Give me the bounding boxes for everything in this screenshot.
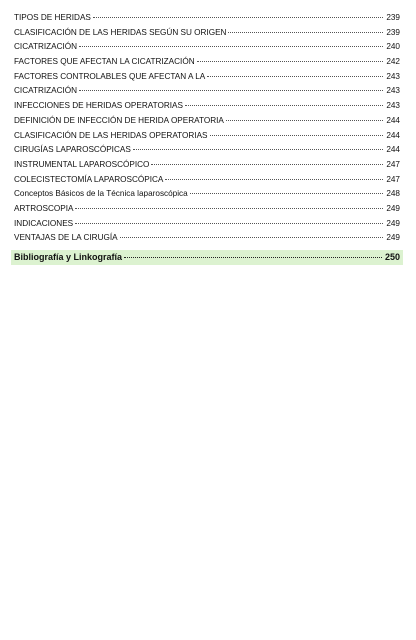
toc-entry-page: 249: [386, 218, 400, 228]
toc-entry-definicion-infeccion[interactable]: [11, 114, 403, 129]
dot-leader: [79, 46, 383, 47]
dot-leader: [79, 90, 383, 91]
toc-entry-page: 247: [386, 174, 400, 184]
toc-entry-page: 243: [386, 101, 400, 111]
toc-entry-title: INDICACIONES: [14, 218, 74, 228]
toc-entry-page: 244: [386, 145, 400, 155]
toc-entry-page: 240: [386, 42, 400, 52]
toc-entry-page: 243: [386, 86, 400, 96]
toc-entry-page: 248: [386, 189, 400, 199]
toc-entry-clasificacion-operatorias[interactable]: [11, 129, 403, 144]
toc-entry-title: INSTRUMENTAL LAPAROSCÓPICO: [14, 159, 150, 169]
toc-entry-title: TIPOS DE HERIDAS: [14, 13, 91, 22]
toc-entry-title: CICATRIZACIÓN: [14, 86, 78, 96]
toc-entry-cirugias-laparoscopicas[interactable]: [11, 143, 403, 158]
toc-entry-title: INFECCIONES DE HERIDAS OPERATORIAS: [14, 101, 183, 111]
dot-leader: [228, 32, 383, 33]
toc-entry-title: DEFINICIÓN DE INFECCIÓN DE HERIDA OPERATORIA: [14, 115, 224, 125]
toc-entry-page: 239: [386, 27, 400, 37]
toc-entry-infecciones-heridas[interactable]: [11, 99, 403, 114]
toc-entry-title: VENTAJAS DE LA CIRUGÍA: [14, 233, 118, 243]
dot-leader: [120, 237, 384, 238]
toc-entry-page: 249: [386, 233, 400, 243]
toc-entry-instrumental-laparoscopico[interactable]: [11, 158, 403, 173]
dot-leader: [210, 135, 384, 136]
toc-entry-title: CIRUGÍAS LAPAROSCÓPICAS: [14, 145, 131, 155]
dot-leader: [197, 61, 384, 62]
dot-leader: [190, 193, 384, 194]
toc-entry-page: 250: [384, 252, 400, 262]
toc-entry-page: 242: [386, 57, 400, 67]
toc-entry-page: 247: [386, 159, 400, 169]
toc-entry-colecistectomia[interactable]: [11, 173, 403, 188]
dot-leader: [165, 179, 383, 180]
dot-leader: [207, 76, 383, 77]
toc-entry-page: 244: [386, 115, 400, 125]
toc-entry-title: COLECISTECTOMÍA LAPAROSCÓPICA: [14, 174, 164, 184]
toc-entry-tipos-de-heridas[interactable]: [11, 11, 403, 26]
dot-leader: [75, 208, 383, 209]
toc-entry-conceptos-basicos[interactable]: [11, 187, 403, 202]
table-of-contents: [11, 11, 403, 265]
dot-leader: [75, 223, 383, 224]
toc-entry-title: ARTROSCOPIA: [14, 203, 74, 213]
dot-leader: [93, 17, 383, 18]
toc-entry-title: CLASIFICACIÓN DE LAS HERIDAS OPERATORIAS: [14, 130, 208, 140]
dot-leader: [124, 257, 382, 258]
toc-entry-title: FACTORES QUE AFECTAN LA CICATRIZACIÓN: [14, 57, 195, 67]
toc-entry-ventajas-cirugia[interactable]: [11, 231, 403, 246]
toc-entry-title: CICATRIZACIÓN: [14, 42, 78, 52]
dot-leader: [185, 105, 383, 106]
toc-entry-title: CLASIFICACIÓN DE LAS HERIDAS SEGÚN SU ORIGEN: [14, 27, 227, 37]
toc-entry-factores-controlables[interactable]: [11, 70, 403, 85]
toc-entry-cicatrizacion[interactable]: [11, 40, 403, 55]
toc-entry-title: FACTORES CONTROLABLES QUE AFECTAN A LA: [14, 71, 206, 81]
toc-entry-bibliografia[interactable]: [11, 250, 403, 265]
toc-entry-factores-cicatrizacion[interactable]: [11, 55, 403, 70]
toc-entry-page: 243: [386, 71, 400, 81]
toc-entry-page: 249: [386, 203, 400, 213]
toc-entry-artroscopia[interactable]: [11, 202, 403, 217]
toc-entry-title: Bibliografía y Linkografía: [14, 252, 123, 262]
toc-entry-cicatrizacion-2[interactable]: [11, 84, 403, 99]
toc-entry-page: 244: [386, 130, 400, 140]
toc-entry-title: Conceptos Básicos de la Técnica laparoscópica: [14, 189, 188, 199]
dot-leader: [133, 149, 384, 150]
toc-entry-indicaciones[interactable]: [11, 217, 403, 232]
dot-leader: [151, 164, 383, 165]
toc-entry-page: 239: [386, 13, 400, 22]
toc-entry-clasificacion-segun-origen[interactable]: [11, 26, 403, 41]
dot-leader: [226, 120, 383, 121]
